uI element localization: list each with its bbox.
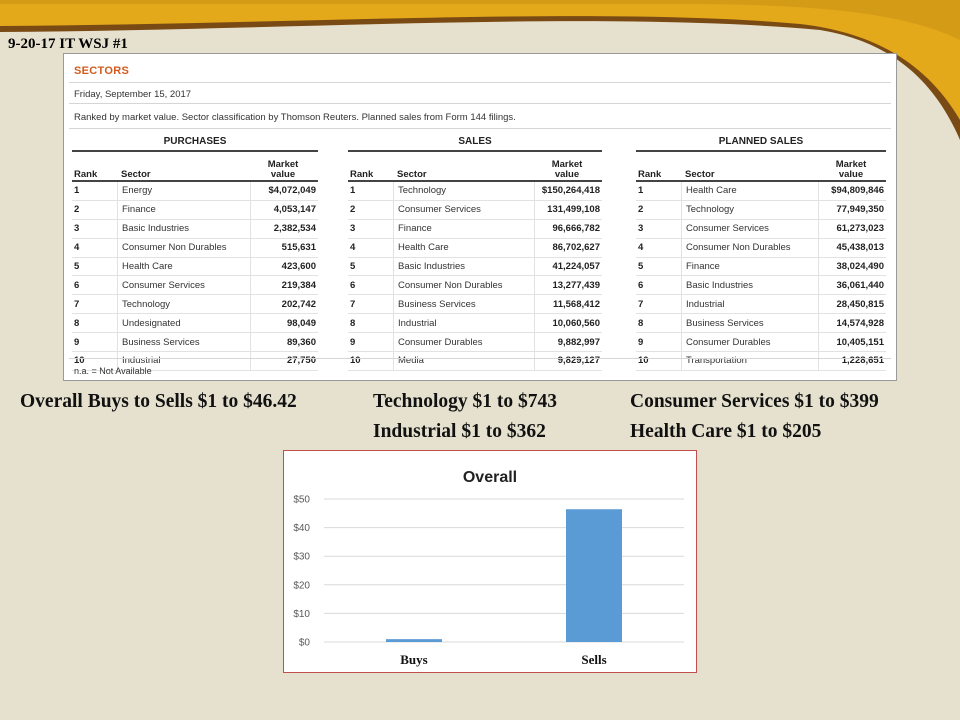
sector-table-sales (348, 136, 602, 371)
table-row (72, 314, 318, 333)
y-tick-label: $50 (293, 494, 310, 506)
sector-table-purchases (72, 136, 318, 371)
table-row (636, 352, 886, 371)
sector-cell: Finance (393, 220, 534, 238)
col-value-header-line1: Market (267, 159, 299, 170)
sector-cell: Consumer Services (681, 220, 818, 238)
table-row (72, 258, 318, 277)
col-rank-header: Rank (350, 169, 374, 180)
rank-cell: 6 (350, 279, 356, 291)
slide-title: 9-20-17 IT WSJ #1 (8, 36, 128, 52)
rank-cell: 8 (74, 317, 80, 329)
market-value-cell: 36,061,440 (818, 276, 886, 294)
chart-canvas (284, 451, 696, 672)
table-row (72, 220, 318, 239)
panel-footnote: n.a. = Not Available (74, 366, 152, 376)
summary-consumer-services: Consumer Services $1 to $399 (630, 391, 879, 412)
summary-health-care: Health Care $1 to $205 (630, 421, 822, 442)
market-value-cell: 28,450,815 (818, 295, 886, 313)
table-row (72, 182, 318, 201)
rank-cell: 4 (74, 242, 80, 254)
col-rank-header: Rank (74, 169, 98, 180)
divider (69, 103, 891, 104)
market-value-cell: 61,273,023 (818, 220, 886, 238)
table-row (636, 314, 886, 333)
table-group-title: PURCHASES (72, 136, 318, 152)
market-value-cell: 1,228,651 (818, 352, 886, 370)
sector-cell: Consumer Non Durables (393, 276, 534, 294)
rank-cell: 8 (638, 317, 644, 329)
table-row (636, 239, 886, 258)
market-value-cell: 515,631 (250, 239, 318, 257)
rank-cell: 3 (74, 223, 80, 235)
rank-cell: 2 (350, 204, 356, 216)
sector-cell: Industrial (681, 295, 818, 313)
sector-cell: Business Services (117, 333, 250, 351)
table-row (636, 276, 886, 295)
sector-table-planned-sales (636, 136, 886, 371)
bar-sells (566, 509, 622, 642)
market-value-cell: 202,742 (250, 295, 318, 313)
y-tick-label: $10 (293, 608, 310, 620)
rank-cell: 10 (74, 355, 85, 367)
y-tick-label: $0 (298, 637, 310, 649)
col-value-header-line1: Market (835, 159, 867, 170)
table-row (636, 295, 886, 314)
market-value-cell: 96,666,782 (534, 220, 602, 238)
table-row (348, 182, 602, 201)
market-value-cell: 9,882,997 (534, 333, 602, 351)
rank-cell: 4 (638, 242, 644, 254)
table-row (348, 258, 602, 277)
table-row (636, 333, 886, 352)
sector-cell: Consumer Non Durables (681, 239, 818, 257)
table-row (72, 295, 318, 314)
sector-cell: Transportation (681, 352, 818, 370)
table-row (72, 201, 318, 220)
table-row (636, 182, 886, 201)
rank-cell: 3 (350, 223, 356, 235)
table-row (348, 276, 602, 295)
sector-cell: Finance (117, 201, 250, 219)
col-value-header (250, 154, 318, 180)
market-value-cell: 41,224,057 (534, 258, 602, 276)
table-row (348, 352, 602, 371)
rank-cell: 5 (638, 261, 644, 272)
col-value-header-line2: value (270, 169, 296, 180)
summary-industrial: Industrial $1 to $362 (373, 421, 546, 442)
col-sector-header: Sector (397, 169, 427, 180)
x-category-label: Sells (581, 652, 607, 667)
sector-cell: Business Services (681, 314, 818, 332)
col-sector-header: Sector (121, 169, 151, 180)
bar-buys (386, 639, 442, 642)
table-row (348, 295, 602, 314)
market-value-cell: 11,568,412 (534, 295, 602, 313)
market-value-cell: 38,024,490 (818, 258, 886, 276)
rank-cell: 1 (638, 185, 644, 197)
sector-cell: Technology (681, 201, 818, 219)
table-row (348, 201, 602, 220)
market-value-cell: $150,264,418 (534, 182, 602, 200)
rank-cell: 10 (638, 355, 649, 367)
col-value-header (818, 154, 886, 180)
sector-cell: Health Care (117, 258, 250, 276)
rank-cell: 1 (350, 185, 356, 197)
market-value-cell: 27,750 (250, 352, 318, 370)
table-row (72, 239, 318, 258)
sector-cell: Basic Industries (393, 258, 534, 276)
market-value-cell: 2,382,534 (250, 220, 318, 238)
sector-cell: Energy (117, 182, 250, 200)
market-value-cell: 10,060,560 (534, 314, 602, 332)
overall-chart (283, 450, 697, 673)
market-value-cell: 14,574,928 (818, 314, 886, 332)
chart-title: Overall (462, 469, 518, 486)
market-value-cell: 219,384 (250, 276, 318, 294)
rank-cell: 6 (74, 279, 80, 291)
panel-heading: SECTORS (74, 65, 130, 77)
rank-cell: 9 (74, 336, 80, 348)
panel-description: Ranked by market value. Sector classification by Thomson Reuters. Planned sales from Form 144 filings. (74, 112, 516, 123)
sector-cell: Consumer Services (393, 201, 534, 219)
sector-cell: Technology (117, 295, 250, 313)
market-value-cell: 423,600 (250, 258, 318, 276)
sector-cell: Consumer Durables (393, 333, 534, 351)
y-tick-label: $20 (293, 580, 310, 592)
table-row (348, 314, 602, 333)
market-value-cell: 77,949,350 (818, 201, 886, 219)
market-value-cell: 45,438,013 (818, 239, 886, 257)
rank-cell: 7 (638, 298, 644, 310)
table-row (636, 220, 886, 239)
rank-cell: 6 (638, 279, 644, 291)
divider (69, 358, 891, 359)
col-rank-header: Rank (638, 169, 662, 180)
rank-cell: 5 (350, 261, 356, 272)
market-value-cell: $94,809,846 (818, 182, 886, 200)
col-value-header-line2: value (554, 169, 580, 180)
x-category-label: Buys (400, 652, 428, 667)
table-group-title: SALES (348, 136, 602, 152)
sector-cell: Finance (681, 258, 818, 276)
rank-cell: 7 (74, 298, 80, 310)
sector-cell: Consumer Durables (681, 333, 818, 351)
market-value-cell: 86,702,627 (534, 239, 602, 257)
col-value-header-line2: value (838, 169, 864, 180)
market-value-cell: 10,405,151 (818, 333, 886, 351)
col-sector-header: Sector (685, 169, 715, 180)
market-value-cell: 13,277,439 (534, 276, 602, 294)
table-row (72, 276, 318, 295)
market-value-cell: 98,049 (250, 314, 318, 332)
rank-cell: 1 (74, 185, 80, 197)
sectors-panel (63, 53, 897, 381)
rank-cell: 7 (350, 298, 356, 310)
sector-cell: Undesignated (117, 314, 250, 332)
market-value-cell: 131,499,108 (534, 201, 602, 219)
market-value-cell: $4,072,049 (250, 182, 318, 200)
market-value-cell: 4,053,147 (250, 201, 318, 219)
sector-cell: Technology (393, 182, 534, 200)
table-row (348, 239, 602, 258)
sector-cell: Health Care (681, 182, 818, 200)
sector-cell: Health Care (393, 239, 534, 257)
sector-cell: Consumer Services (117, 276, 250, 294)
rank-cell: 2 (638, 204, 644, 216)
table-row (636, 201, 886, 220)
market-value-cell: 89,360 (250, 333, 318, 351)
rank-cell: 8 (350, 317, 356, 329)
summary-overall: Overall Buys to Sells $1 to $46.42 (20, 391, 297, 412)
divider (69, 82, 891, 83)
table-group-title: PLANNED SALES (636, 136, 886, 152)
sector-cell: Basic Industries (681, 276, 818, 294)
sector-cell: Industrial (117, 352, 250, 370)
market-value-cell: 9,829,127 (534, 352, 602, 370)
rank-cell: 3 (638, 223, 644, 235)
rank-cell: 9 (638, 336, 644, 348)
summary-technology: Technology $1 to $743 (373, 391, 558, 412)
rank-cell: 10 (350, 355, 361, 367)
rank-cell: 4 (350, 242, 356, 254)
col-value-header-line1: Market (551, 159, 583, 170)
rank-cell: 5 (74, 261, 80, 272)
table-header-row (348, 154, 602, 182)
rank-cell: 9 (350, 336, 356, 348)
table-row (348, 220, 602, 239)
sector-cell: Consumer Non Durables (117, 239, 250, 257)
sector-cell: Media (393, 352, 534, 370)
table-row (636, 258, 886, 277)
table-header-row (72, 154, 318, 182)
col-value-header (534, 154, 602, 180)
sector-cell: Industrial (393, 314, 534, 332)
rank-cell: 2 (74, 204, 80, 216)
y-tick-label: $40 (293, 523, 310, 535)
sector-cell: Basic Industries (117, 220, 250, 238)
table-row (348, 333, 602, 352)
divider (69, 128, 891, 129)
panel-date: Friday, September 15, 2017 (74, 89, 192, 100)
table-row (72, 333, 318, 352)
table-header-row (636, 154, 886, 182)
sector-cell: Business Services (393, 295, 534, 313)
y-tick-label: $30 (293, 551, 310, 563)
